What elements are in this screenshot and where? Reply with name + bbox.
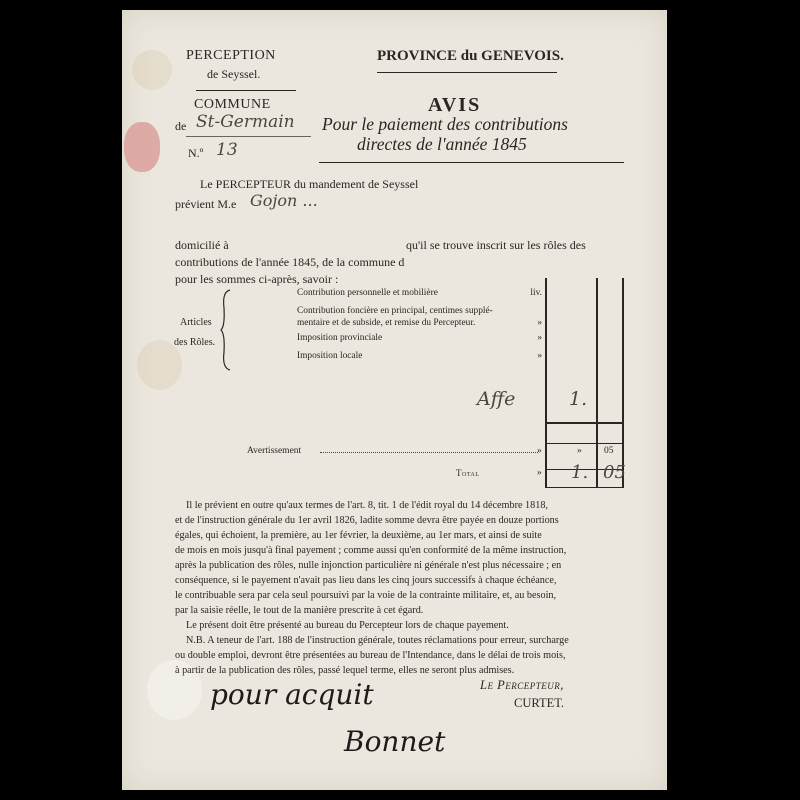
- article-row: Contribution foncière en principal, centimes supplé-: [297, 306, 493, 316]
- number-handwritten: 13: [216, 140, 238, 160]
- article-row-unit: »: [537, 318, 542, 328]
- articles-label-1: Articles: [180, 317, 212, 328]
- body-line: Le présent doit être présenté au bureau du Percepteur lors de chaque payement.: [186, 620, 509, 631]
- handwritten-entry-value: 1.: [569, 388, 588, 410]
- intro-line-5: pour les sommes ci-après, savoir :: [175, 272, 339, 286]
- handwritten-acquit: pour acquit: [210, 678, 374, 711]
- article-row-label: Imposition provinciale: [297, 333, 383, 343]
- intro-line-4: contributions de l'année 1845, de la commune d: [175, 255, 405, 269]
- header-rule: [377, 72, 557, 73]
- article-row-unit: liv.: [530, 288, 542, 298]
- article-row-label: mentaire et de subside, et remise du Percepteur.: [297, 318, 476, 328]
- article-row-unit: »: [537, 351, 542, 361]
- title-rule: [319, 162, 624, 163]
- header-rule: [196, 90, 296, 91]
- body-line: N.B. A teneur de l'art. 188 de l'instruction générale, toutes réclamations pour erreur, surcharge: [186, 635, 569, 646]
- percepteur-role: Le Percepteur,: [480, 678, 564, 692]
- body-line: Il le prévient en outre qu'aux termes de l'art. 8, tit. 1 de l'édit royal du 14 décembre 1818,: [186, 500, 548, 511]
- total-label: Total: [456, 468, 480, 478]
- article-row-unit: »: [537, 333, 542, 343]
- body-line: ou double emploi, devront être présentées au bureau de l'Intendance, dans le délai de trois mois,: [175, 650, 566, 661]
- body-line: à partir de la publication des rôles, passé lequel terme, elles ne seront plus admises.: [175, 665, 515, 676]
- body-line: après la publication des rôles, nulle injonction particulière ni générale n'est plus nécessaire ; en: [175, 560, 562, 571]
- column-rule: [545, 443, 623, 444]
- total-liv-handwritten: 1.: [571, 462, 589, 483]
- commune-handwritten: St-Germain: [196, 112, 295, 132]
- article-row-label: Contribution personnelle et mobilière: [297, 288, 438, 298]
- stain-mark: [132, 50, 172, 90]
- avis-title: AVIS: [428, 94, 482, 116]
- articles-brace: [220, 288, 234, 372]
- column-rule: [622, 278, 624, 488]
- article-row: [297, 288, 542, 298]
- body-line: et de l'instruction générale du 1er avril 1826, ladite somme devra être payée en douze portions: [175, 515, 559, 526]
- body-line: égales, qui échoient, la première, au 1er février, la deuxième, au 1er mars, et ainsi de suite: [175, 530, 542, 541]
- avertissement-label: Avertissement: [247, 446, 302, 456]
- addressee-handwritten: Gojon ...: [250, 191, 318, 210]
- body-line: par la saisie réelle, le tout de la manière prescrite à cet égard.: [175, 605, 424, 616]
- perception-title: PERCEPTION: [186, 48, 276, 63]
- intro-line-1: Le PERCEPTEUR du mandement de Seyssel: [200, 177, 419, 191]
- article-row: [297, 351, 542, 361]
- handwritten-signature: Bonnet: [344, 725, 446, 758]
- dot-leader: [320, 452, 538, 453]
- commune-rule: [186, 136, 311, 137]
- article-row: [297, 318, 542, 328]
- handwritten-entry: Affe: [477, 388, 516, 410]
- intro-line-3-left: domicilié à: [175, 238, 229, 252]
- commune-prefix: de: [175, 119, 187, 133]
- body-line: conséquence, si le payement n'avait pas lieu dans les cinq jours successifs à chaque échéance,: [175, 575, 557, 586]
- document-paper: [122, 10, 667, 790]
- number-label: N.º: [188, 146, 204, 160]
- body-line: le contribuable sera par cela seul poursuivi par la voie de la contrainte militaire, et, au besoin,: [175, 590, 557, 601]
- column-rule: [545, 487, 623, 488]
- column-rule: [545, 422, 623, 424]
- article-row-label: Imposition locale: [297, 351, 363, 361]
- title-line-1: Pour le paiement des contributions: [322, 114, 568, 134]
- wax-seal-remnant: [124, 122, 160, 172]
- avertissement-cent: 05: [604, 446, 614, 456]
- column-rule: [545, 278, 547, 488]
- avertissement-liv: »: [577, 446, 582, 456]
- total-cent-handwritten: 05: [603, 462, 626, 483]
- articles-label-2: des Rôles.: [174, 337, 216, 348]
- intro-line-3-right: qu'il se trouve inscrit sur les rôles des: [406, 238, 586, 252]
- commune-label: COMMUNE: [194, 97, 271, 112]
- column-rule: [596, 278, 598, 488]
- province-title: PROVINCE du GENEVOIS.: [377, 48, 564, 64]
- percepteur-name: CURTET.: [514, 696, 565, 710]
- total-unit: »: [537, 468, 542, 478]
- avertissement-unit: »: [537, 446, 542, 456]
- title-line-2: directes de l'année 1845: [357, 134, 527, 154]
- intro-line-2-prefix: prévient M.e: [175, 197, 237, 211]
- perception-place: de Seyssel.: [207, 67, 261, 81]
- body-line: de mois en mois jusqu'à final payement ; comme aussi qu'en conformité de la même instruction,: [175, 545, 567, 556]
- article-row: [297, 333, 542, 343]
